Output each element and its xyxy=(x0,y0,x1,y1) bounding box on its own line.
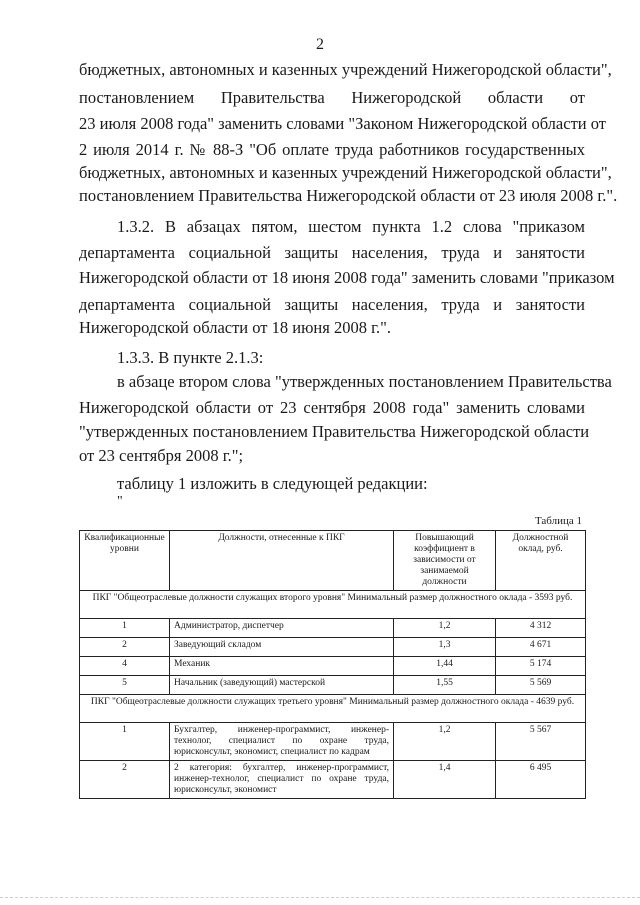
salary-cell: 5 567 xyxy=(496,723,586,761)
text-line: постановлением Правительства Нижегородской области от 23 июля 2008 г.". xyxy=(79,186,618,205)
text-line: таблицу 1 изложить в следующей редакции: xyxy=(117,474,428,493)
text-line: от 23 сентября 2008 г."; xyxy=(79,446,244,465)
position-cell: Механик xyxy=(170,657,394,676)
text-line: 1.3.3. В пункте 2.1.3: xyxy=(117,348,264,367)
table-row xyxy=(80,638,586,657)
text-line: в абзаце втором слова "утвержденных постановлением Правительства xyxy=(117,372,612,391)
table-row xyxy=(80,761,586,799)
group-title-third-level: ПКГ "Общеотраслевые должности служащих третьего уровня" Минимальный размер должностного оклада - 4639 руб. xyxy=(80,695,586,723)
header-levels: Квалификационные уровни xyxy=(80,531,170,591)
table-row xyxy=(80,723,586,761)
table-header-row xyxy=(80,531,586,591)
page-number: 2 xyxy=(316,36,324,53)
text-line: бюджетных, автономных и казенных учреждений Нижегородской области", xyxy=(79,163,612,182)
salary-cell: 4 312 xyxy=(496,619,586,638)
coefficient-cell: 1,55 xyxy=(394,676,496,695)
text-line: 23 июля 2008 года" заменить словами "Законом Нижегородской области от xyxy=(79,114,606,133)
text-line: Нижегородской области от 18 июня 2008 г.". xyxy=(79,318,391,337)
group-row xyxy=(80,591,586,619)
position-cell: Начальник (заведующий) мастерской xyxy=(170,676,394,695)
level-cell: 1 xyxy=(80,723,170,761)
coefficient-cell: 1,2 xyxy=(394,723,496,761)
salary-cell: 5 174 xyxy=(496,657,586,676)
position-cell: Заведующий складом xyxy=(170,638,394,657)
coefficient-cell: 1,2 xyxy=(394,619,496,638)
text-line: "утвержденных постановлением Правительства Нижегородской области xyxy=(79,422,590,441)
group-title-second-level: ПКГ "Общеотраслевые должности служащих второго уровня" Минимальный размер должностного оклада - 3593 руб. xyxy=(80,591,586,619)
salary-table xyxy=(79,530,586,799)
salary-cell: 5 569 xyxy=(496,676,586,695)
table-row xyxy=(80,676,586,695)
coefficient-cell: 1,3 xyxy=(394,638,496,657)
header-salary: Должностной оклад, руб. xyxy=(496,531,586,591)
header-positions: Должности, отнесенные к ПКГ xyxy=(170,531,394,591)
text-line: постановлением Правительства Нижегородской области от xyxy=(79,88,585,107)
text-line: Нижегородской области от 18 июня 2008 года" заменить словами "приказом xyxy=(79,268,615,287)
salary-cell: 6 495 xyxy=(496,761,586,799)
header-coefficient: Повышающий коэффициент в зависимости от занимаемой должности xyxy=(394,531,496,591)
position-cell: Администратор, диспетчер xyxy=(170,619,394,638)
level-cell: 5 xyxy=(80,676,170,695)
text-line: департамента социальной защиты населения, труда и занятости xyxy=(79,295,585,314)
table-row xyxy=(80,657,586,676)
level-cell: 2 xyxy=(80,638,170,657)
level-cell: 4 xyxy=(80,657,170,676)
text-line: бюджетных, автономных и казенных учреждений Нижегородской области", xyxy=(79,60,612,79)
level-cell: 2 xyxy=(80,761,170,799)
quote-mark: " xyxy=(117,494,123,509)
level-cell: 1 xyxy=(80,619,170,638)
salary-cell: 4 671 xyxy=(496,638,586,657)
text-line: 1.3.2. В абзацах пятом, шестом пункта 1.2 слова "приказом xyxy=(117,217,585,236)
group-row xyxy=(80,695,586,723)
page-edge-rule xyxy=(0,897,640,898)
text-line: Нижегородской области от 23 сентября 2008 года" заменить словами xyxy=(79,398,585,417)
table-caption: Таблица 1 xyxy=(534,515,582,527)
table-row xyxy=(80,619,586,638)
coefficient-cell: 1,44 xyxy=(394,657,496,676)
coefficient-cell: 1,4 xyxy=(394,761,496,799)
position-cell: 2 категория: бухгалтер, инженер-программист, инженер-технолог, специалист по охране труда, юрисконсульт, экономист xyxy=(170,761,394,799)
position-cell: Бухгалтер, инженер-программист, инженер-технолог, специалист по охране труда, юрисконсульт, экономист, специалист по кадрам xyxy=(170,723,394,761)
text-line: 2 июля 2014 г. № 88-З "Об оплате труда работников государственных xyxy=(79,140,585,159)
text-line: департамента социальной защиты населения, труда и занятости xyxy=(79,243,585,262)
